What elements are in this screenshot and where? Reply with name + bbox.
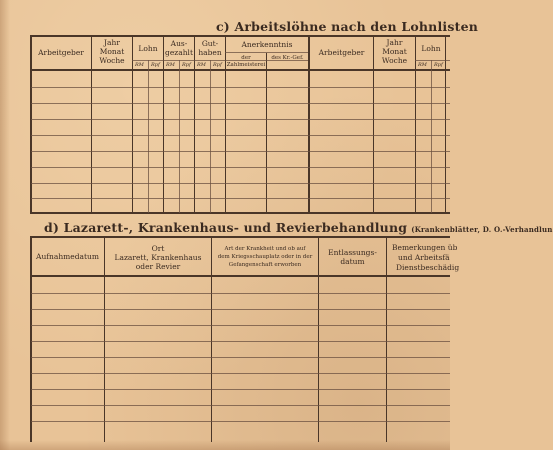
sub-col-sep [210, 60, 211, 213]
row-line [31, 341, 450, 342]
col-header-lohn: Lohn [138, 44, 158, 53]
sub-col-sep [431, 60, 432, 213]
col-header-ort: Ort [151, 244, 165, 253]
row-line [31, 389, 450, 390]
rm-label: RM [135, 62, 144, 68]
col-sep [163, 35, 164, 213]
section-c-title: c) Arbeitslöhne nach den Lohnlisten [216, 19, 479, 34]
sub-col-sep [148, 60, 149, 213]
col-header-lohn-2: Lohn [421, 44, 441, 53]
table-c-top-border [30, 35, 450, 37]
row-line [31, 357, 450, 358]
col-sep [132, 35, 133, 213]
col-sep [415, 35, 416, 213]
table-d-left-border [30, 236, 32, 442]
col-header-bemerkungen-line3: Dienstbeschädig [396, 263, 460, 272]
rm-label: RM [166, 62, 175, 68]
rpf-label: Rpf [182, 62, 191, 68]
paper-edge-bottom [0, 440, 450, 450]
row-line [31, 309, 450, 310]
col-header-jahr-monat-woche-2: Jahr Monat Woche [381, 38, 408, 65]
col-sep [445, 35, 446, 213]
row-line [31, 167, 450, 168]
col-header-ort-line3: oder Revier [135, 262, 181, 271]
section-d-subtitle: (Krankenblätter, D. O.-Verhandlun [411, 225, 553, 234]
rm-label: RM [418, 62, 427, 68]
col-header-krankheit-line1: Art der Krankheit und ob auf [224, 246, 306, 252]
col-sep-double [308, 35, 310, 213]
section-d-title-text: d) Lazarett-, Krankenhaus- und Revierbehandlung [44, 220, 408, 235]
row-line [31, 421, 450, 422]
col-header-kr-gef: des Kr.-Gef. [271, 55, 304, 61]
paper-edge-left [0, 0, 10, 450]
sub-col-sep [179, 60, 180, 213]
col-header-ausgezahlt: Aus-gezahlt [165, 39, 193, 57]
col-header-guthaben: Gut-haben [198, 39, 222, 57]
row-line [31, 87, 450, 88]
row-line [31, 135, 450, 136]
row-line [31, 103, 450, 104]
rpf-label: Rpf [434, 62, 443, 68]
col-header-arbeitgeber-2: Arbeitgeber [318, 48, 365, 57]
col-header-jahr-monat-woche: Jahr Monat Woche [99, 38, 125, 65]
rpf-label: Rpf [151, 62, 160, 68]
col-header-entlassungsdatum: Entlassungs-datum [328, 248, 377, 266]
col-sep [318, 236, 319, 442]
col-sep [266, 53, 267, 213]
row-line [31, 373, 450, 374]
row-line [31, 405, 450, 406]
col-header-bemerkungen-line2: und Arbeitsfä [398, 253, 450, 262]
col-header-ort-line2: Lazarett, Krankenhaus [114, 253, 202, 262]
col-header-zahlmeisterei: der Zahlmeisterei [226, 55, 266, 68]
row-line [31, 151, 450, 152]
col-sep [194, 35, 195, 213]
anerkenntnis-line [225, 52, 308, 53]
table-c-left-border [30, 35, 32, 214]
rm-label: RM [197, 62, 206, 68]
col-header-aufnahmedatum: Aufnahmedatum [36, 252, 99, 261]
col-header-arbeitgeber: Arbeitgeber [38, 48, 84, 57]
row-line [31, 119, 450, 120]
col-header-bemerkungen-line1: Bemerkungen üb [392, 243, 458, 252]
table-c-bottom-border [30, 212, 450, 214]
subheader-line [415, 60, 450, 61]
col-header-krankheit-line3: Gefangenschaft erworben [228, 262, 302, 268]
section-d-title [44, 220, 553, 235]
row-line [31, 293, 450, 294]
col-header-anerkenntnis: Anerkenntnis [241, 40, 293, 49]
row-line [31, 198, 450, 199]
col-header-krankheit-line2: dem Kriegsschauplatz oder in der [217, 254, 313, 260]
col-sep [386, 236, 387, 442]
rpf-label: Rpf [213, 62, 222, 68]
row-line [31, 325, 450, 326]
table-c-header-bottom [30, 69, 450, 71]
row-line [31, 183, 450, 184]
